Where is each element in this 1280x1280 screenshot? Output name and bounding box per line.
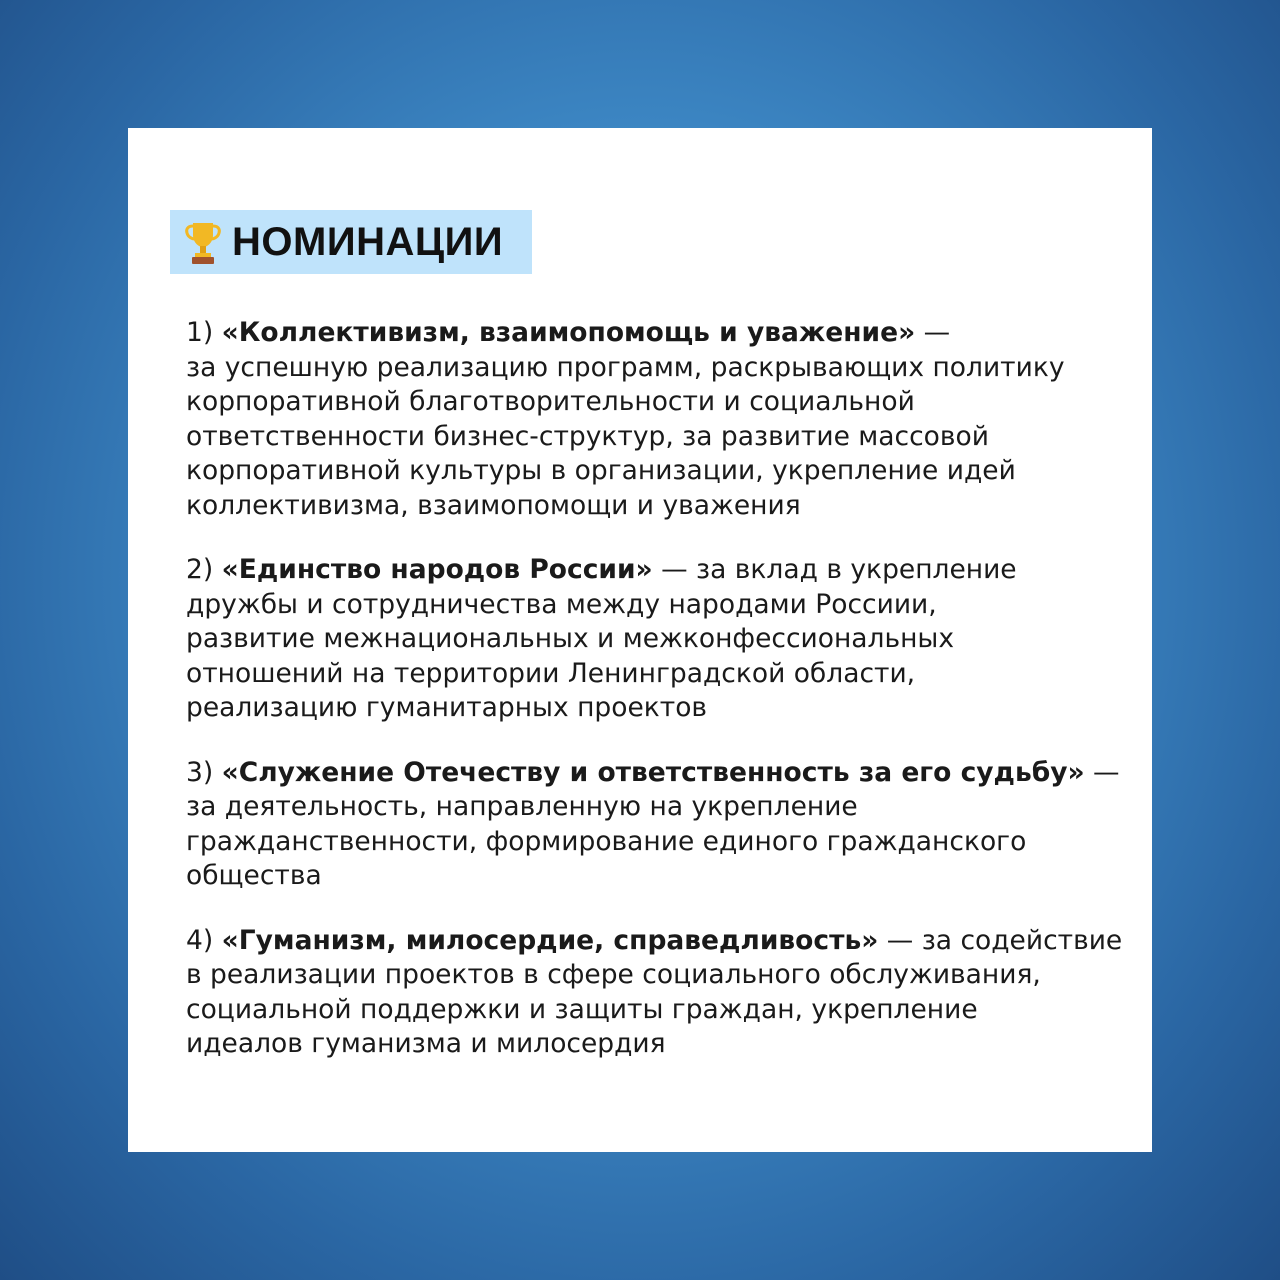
nomination-text-line: социальной поддержки и защиты граждан, укрепление: [186, 993, 978, 1025]
nomination-text-line: гражданственности, формирование единого гражданского: [186, 825, 1027, 857]
nomination-text-line: за деятельность, направленную на укрепление: [186, 791, 858, 822]
nomination-title: «Служение Отечеству и ответственность за его судьбу»: [221, 756, 1085, 788]
nomination-first-line: [186, 924, 1136, 959]
header-title: НОМИНАЦИИ: [232, 219, 504, 264]
nomination-text-line: коллективизма, взаимопомощи и уважения: [186, 489, 801, 521]
nomination-number: 1): [186, 317, 214, 348]
nomination-text-line: дружбы и сотрудничества между народами Россиии,: [186, 588, 937, 620]
section-header: [170, 210, 532, 274]
nomination-text-line: ответственности бизнес-структур, за развитие массовой: [186, 420, 989, 452]
nomination-first-line: [186, 316, 1136, 351]
nomination-item-2: [186, 553, 1136, 726]
nominations-list: [186, 316, 1136, 1092]
nomination-item-3: [186, 756, 1136, 894]
nomination-dash: —: [915, 317, 951, 348]
nomination-text-line: развитие межнациональных и межконфессиональных: [186, 623, 955, 654]
nomination-text-line: реализацию гуманитарных проектов: [186, 692, 708, 723]
nomination-text-line: идеалов гуманизма и милосердия: [186, 1028, 666, 1059]
content-card: [128, 128, 1152, 1152]
nomination-text-line: за успешную реализацию программ, раскрывающих политику: [186, 351, 1065, 383]
nomination-title: «Коллективизм, взаимопомощь и уважение»: [221, 317, 916, 348]
nomination-item-4: [186, 924, 1136, 1062]
nomination-text-line: отношений на территории Ленинградской области,: [186, 657, 916, 689]
nomination-text-line: в реализации проектов в сфере социального обслуживания,: [186, 959, 1041, 990]
nomination-title: «Единство народов России»: [221, 554, 653, 585]
nomination-text-line: корпоративной культуры в организации, укрепление идей: [186, 455, 1016, 486]
trophy-icon: [184, 219, 222, 265]
nomination-number: 4): [186, 924, 214, 956]
nomination-title: «Гуманизм, милосердие, справедливость»: [221, 924, 879, 956]
nomination-number: 3): [186, 756, 214, 788]
nomination-dash: —: [1084, 756, 1120, 788]
nomination-number: 2): [186, 554, 214, 585]
nomination-first-line: [186, 756, 1136, 791]
nomination-text-line: корпоративной благотворительности и социальной: [186, 386, 915, 417]
nomination-dash: — за вклад в укрепление: [652, 554, 1017, 585]
nomination-first-line: [186, 553, 1136, 588]
nomination-dash: — за содействие: [878, 924, 1123, 956]
nomination-text-line: общества: [186, 860, 322, 891]
nomination-item-1: [186, 316, 1136, 523]
